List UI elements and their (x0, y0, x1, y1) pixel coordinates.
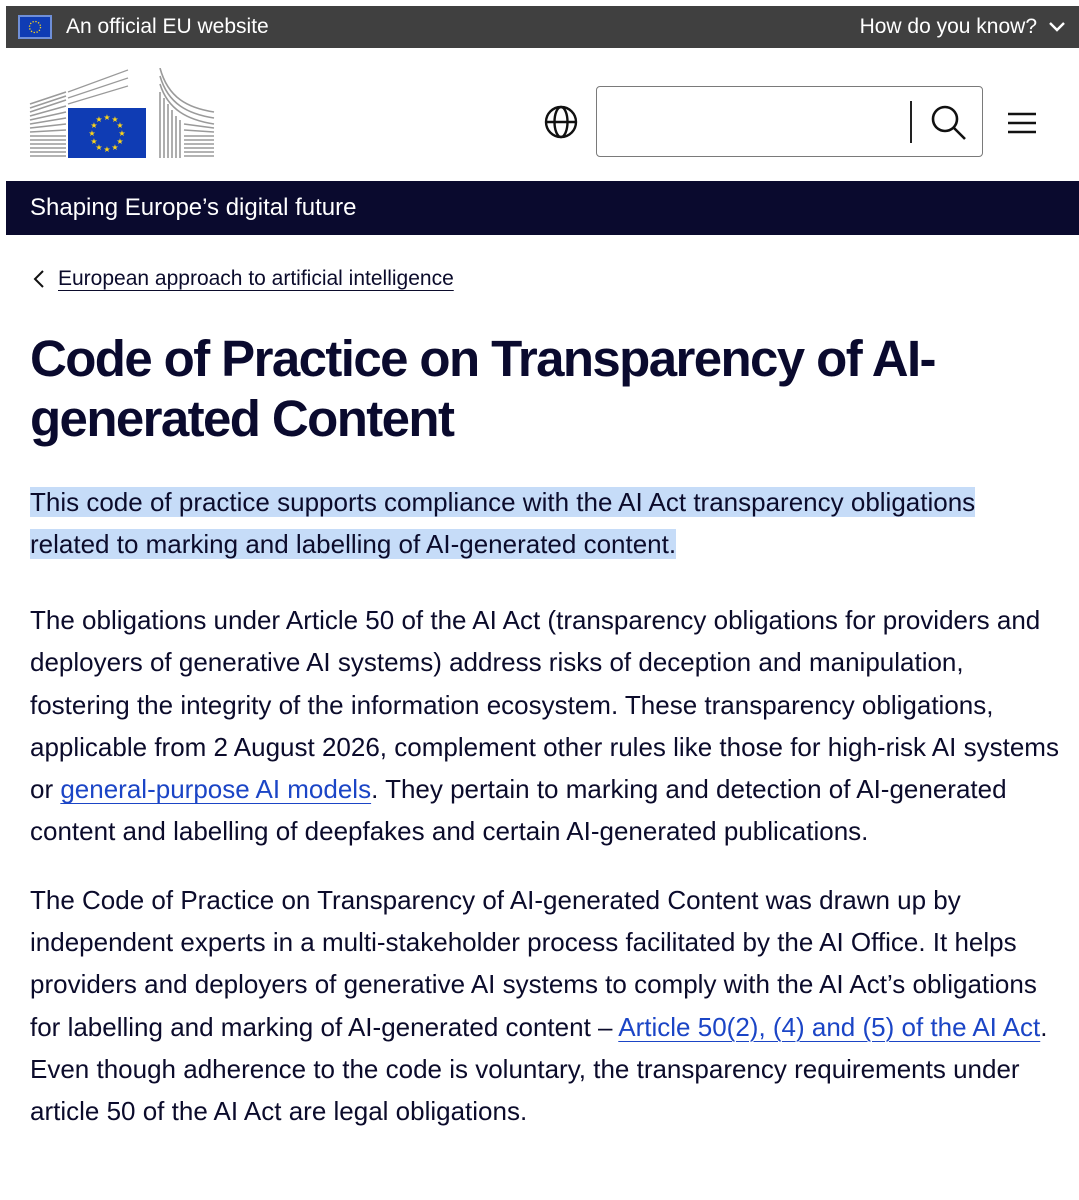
body-paragraph-1 (30, 599, 1060, 853)
svg-text:★: ★ (116, 137, 124, 146)
svg-text:★: ★ (103, 145, 111, 154)
svg-text:★: ★ (111, 143, 119, 152)
site-header (6, 48, 1079, 181)
european-commission-logo[interactable] (28, 68, 218, 160)
breadcrumb (30, 267, 1055, 291)
p2-text-after: . Even though adherence to the code is voluntary, the transparency requirements under article 50 of the AI Act are legal obligations. (30, 1011, 1048, 1127)
eu-official-label-group (18, 15, 269, 39)
lead-paragraph (30, 481, 1040, 565)
search-box (596, 86, 983, 157)
svg-text:★: ★ (118, 129, 126, 138)
site-name-bar (6, 181, 1079, 235)
page-frame (6, 6, 1079, 1200)
svg-text:★: ★ (116, 121, 124, 130)
chevron-down-icon (1047, 20, 1067, 34)
ec-logo-icon (28, 68, 218, 160)
search-button[interactable] (929, 103, 969, 143)
site-name[interactable]: Shaping Europe’s digital future (30, 194, 357, 221)
page-title: Code of Practice on Transparency of AI-generated Content (30, 330, 935, 447)
chevron-left-icon (30, 268, 48, 290)
globe-icon (543, 104, 579, 140)
general-purpose-ai-models-link[interactable]: general-purpose AI models (60, 774, 372, 805)
svg-text:★: ★ (111, 115, 119, 124)
how-do-you-know-label: How do you know? (859, 15, 1037, 38)
breadcrumb-back-link[interactable]: European approach to artificial intelligence (58, 267, 454, 290)
search-icon (929, 103, 969, 143)
search-input[interactable] (607, 95, 901, 149)
svg-text:★: ★ (95, 143, 103, 152)
p1-text-before: The obligations under Article 50 of the AI Act (transparency obligations for providers and deployers of generative AI systems) address risks of deception and manipulation, fostering the integrity of the information ecosystem. These transparency obligations, applicable from 2 August 2026, complement other rules like those for high-risk AI systems or (30, 605, 1059, 805)
main-content (6, 267, 1079, 1133)
menu-button[interactable] (1004, 108, 1040, 138)
svg-text:★: ★ (95, 115, 103, 124)
eu-official-bar (6, 6, 1079, 48)
svg-text:★: ★ (103, 113, 111, 122)
p2-text-before: The Code of Practice on Transparency of AI-generated Content was drawn up by independent experts in a multi-stakeholder process facilitated by the AI Office. It helps providers and deployers of generative AI systems to comply with the AI Act’s obligations for labelling and marking of AI-generated content – (30, 884, 1037, 1042)
svg-text:★: ★ (90, 121, 98, 130)
how-do-you-know-button[interactable] (860, 15, 1067, 39)
svg-text:★: ★ (90, 137, 98, 146)
body-paragraph-2 (30, 879, 1060, 1133)
eu-flag-icon (18, 15, 52, 39)
lead-text-highlighted: This code of practice supports compliance with the AI Act transparency obligations related to marking and labelling of AI-generated content. (30, 487, 976, 559)
svg-text:★: ★ (88, 129, 96, 138)
eu-official-label: An official EU website (66, 15, 269, 38)
hamburger-menu-icon (1004, 108, 1040, 138)
language-globe-button[interactable] (543, 104, 579, 140)
search-divider (910, 101, 912, 143)
p1-text-after: . They pertain to marking and detection of AI-generated content and labelling of deepfakes and certain AI-generated publications. (30, 774, 1007, 847)
article-50-link[interactable]: Article 50(2), (4) and (5) of the AI Act (618, 1011, 1041, 1042)
